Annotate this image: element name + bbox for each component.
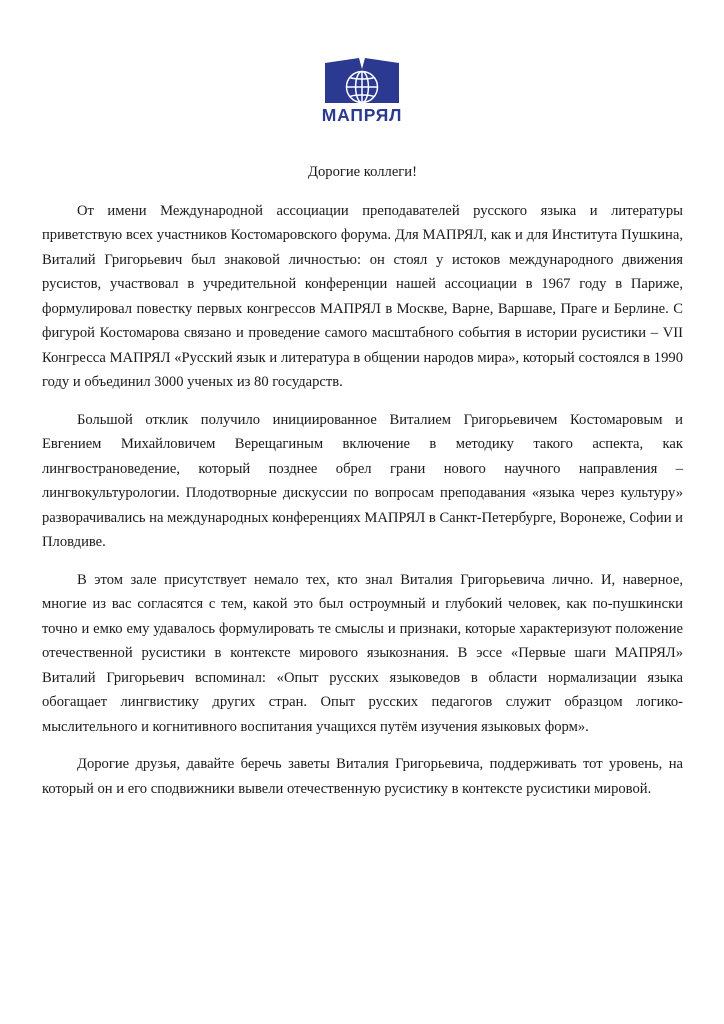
maprjal-logo bbox=[0, 56, 724, 125]
salutation-heading: Дорогие коллеги! bbox=[308, 164, 417, 180]
maprjal-wordmark: МАПРЯЛ bbox=[321, 105, 403, 125]
body-paragraph-4: Дорогие друзья, давайте беречь заветы Виталия Григорьевича, поддерживать тот уровень, на который он и его сподвижники вывели отечественную русистику в контексте русистики мировой. bbox=[42, 756, 683, 797]
body-paragraph-3: В этом зале присутствует немало тех, кто знал Виталия Григорьевича лично. И, наверное, многие из вас согласятся с тем, какой это был остроумный и глубокий человек, как по-пушкински точно и емко ему удавалось формулировать те смыслы и признаки, которые характеризуют положение отечественной русистики в контексте мирового языкознания. В эссе «Первые шаги МАПРЯЛ» Виталий Григорьевич вспоминал: «Опыт русских языковедов в области нормализации языка обогащает лингвистику других стран. Опыт русских педагогов служит образцом логико-мыслительного и когнитивного воспитания учащихся путём изучения языковых форм». bbox=[42, 571, 683, 735]
body-paragraph-1: От имени Международной ассоциации преподавателей русского языка и литературы приветствую всех участников Костомаровского форума. Для МАПРЯЛ, как и для Института Пушкина, Виталий Григорьевич был знаковой личностью: он стоял у истоков международного движения русистов, участвовал в учредительной конференции нашей ассоциации в 1967 году в Париже, формулировал повестку первых конгрессов МАПРЯЛ в Москве, Варне, Варшаве, Праге и Берлине. С фигурой Костомарова связано и проведение самого масштабного события в истории русистики – VII Конгресса МАПРЯЛ «Русский язык и литература в общении народов мира», который состоялся в 1990 году и объединил 3000 ученых из 80 государств. bbox=[42, 202, 683, 390]
document-text-column bbox=[42, 160, 683, 801]
body-paragraph-2: Большой отклик получило инициированное Виталием Григорьевичем Костомаровым и Евгением Михайловичем Верещагиным включение в методику такого аспекта, как лингвострановедение, который позднее обрел грани нового научного направления – лингвокультурологии. Плодотворные дискуссии по вопросам преподавания «языка через культуру» разворачивались на международных конференциях МАПРЯЛ в Санкт-Петербурге, Воронеже, Софии и Пловдиве. bbox=[42, 411, 683, 550]
globe-and-book-icon bbox=[323, 56, 401, 106]
